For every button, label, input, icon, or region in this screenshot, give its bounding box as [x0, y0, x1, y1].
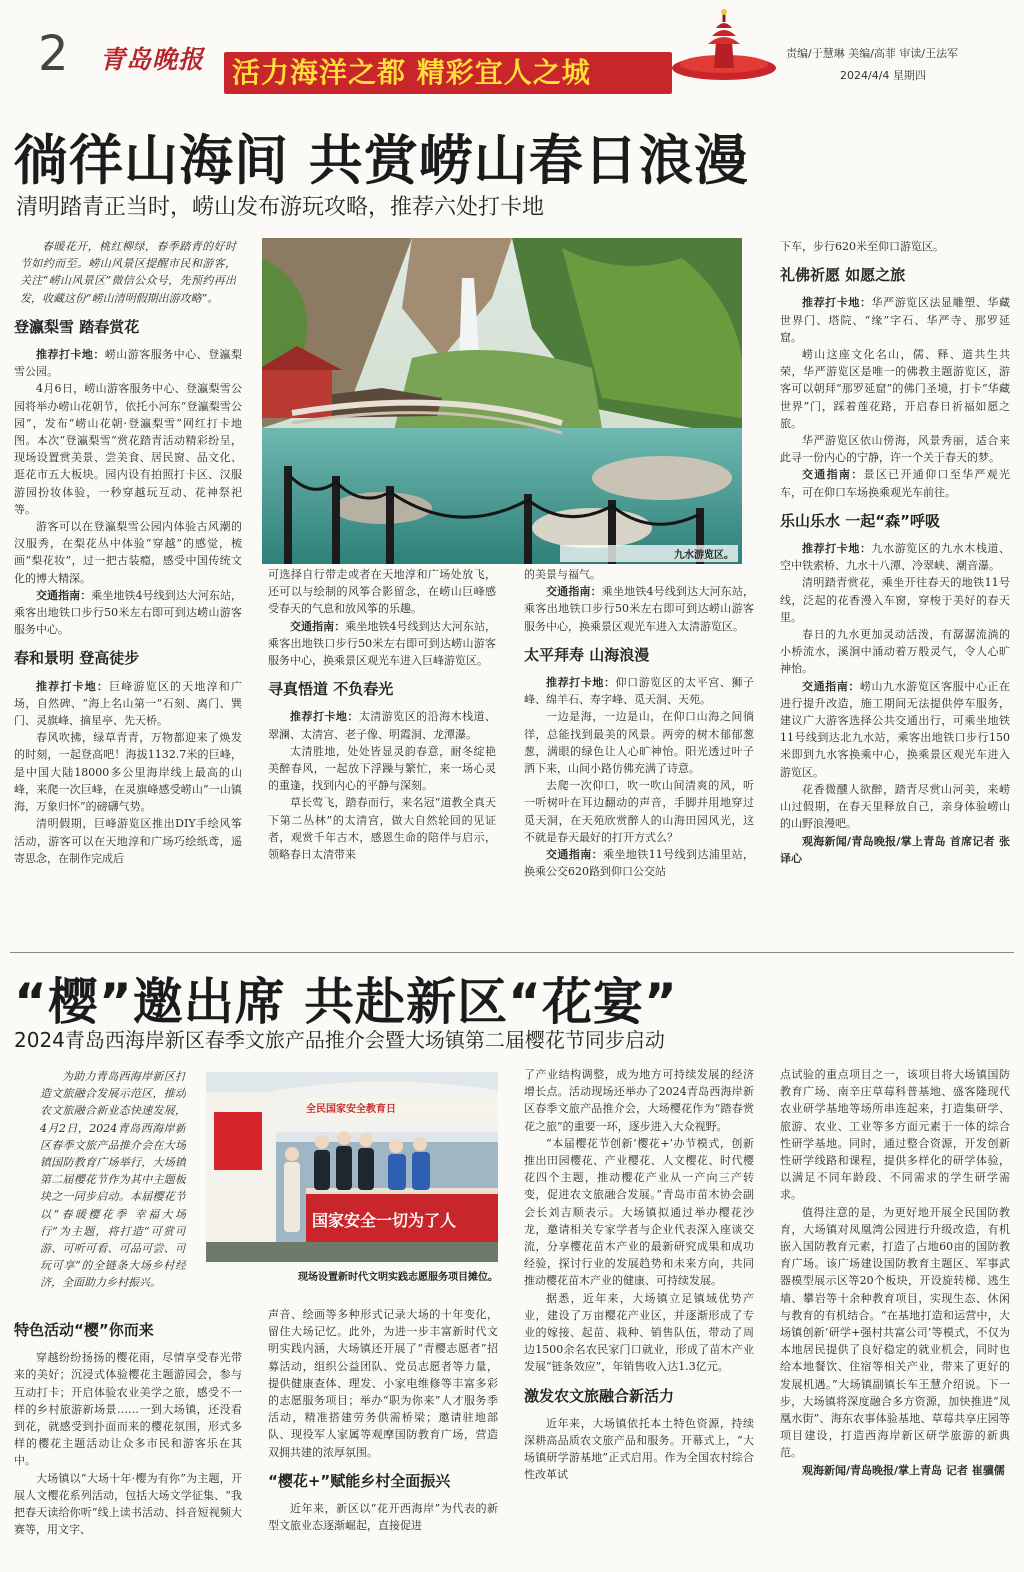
recommend-text: 仰口游览区的太平宫、狮子峰、绵羊石、寿字峰、觅天洞、天苑。: [524, 676, 754, 707]
body-paragraph: 据悉，近年来，大场镇立足镇域优势产业，建设了万亩樱花产业区，并逐渐形成了专业的嫁接、起苗、栽种、销售队伍，带动了周边1500余名农民家门口就业，形成了苗木产业发展“链条效应”，年销售收入达1.3亿元。: [524, 1291, 754, 1374]
recommend-paragraph: [14, 346, 242, 380]
body-paragraph: 春日的九水更加灵动活泼，有潺潺流淌的小桥流水，溪涧中涌动着万般灵气，令人心旷神怡。: [780, 628, 1010, 676]
body-paragraph: 春风吹拂，绿草青青，万物都迎来了焕发的时刻，一起登高吧！海拔1132.7米的巨峰，是中国大陆18000多公里海岸线上最高的山峰，来爬一次巨峰，在灵旗峰感受崂山“一山镇海，万象归怀”的磅礴气势。: [14, 731, 242, 814]
recommend-text: 九水游览区的九水木栈道、空中铁索桥、九水十八潭、冷翠峡、潮音瀑。: [780, 542, 1010, 573]
editor-credits: [786, 43, 958, 87]
body-paragraph: “本届樱花节创新‘樱花+’办节模式，创新推出田园樱花、产业樱花、人文樱花、时代樱花四个主题，推动樱花产业从一产向三产转变，促进农文旅融合发展。”青岛市苗木协会副会长刘吉顺表示。大场镇拟通过举办樱花沙龙，邀请相关专家学者与企业代表深入座谈交流，分享樱花苗木产业的最新研究成果和成功经验，探讨行业的发展趋势和未来方向，共同推动樱花苗木产业的健康、可持续发展。: [524, 1136, 754, 1288]
body-paragraph: 崂山这座文化名山，儒、释、道共生共荣，华严游览区是唯一的佛教主题游览区，游客可以朝拜“那罗延窟”的佛门圣境，打卡“华藏世界”门，踩着莲花路，开启春日祈福如愿之旅。: [780, 348, 1010, 430]
article1-column-4: [780, 238, 1010, 946]
body-paragraph: 近年来，大场镇依托本土特色资源，持续深耕高品质农文旅产品和服务。开幕式上，“大场镇研学游基地”正式启用。作为全国农村综合性改革试: [524, 1416, 754, 1482]
credits-line: 责编/于慧琳 美编/高菲 审读/王法军: [786, 47, 959, 60]
recommend-paragraph: [524, 674, 754, 708]
article1-intro: 春暖花开，桃红柳绿，春季踏青的好时节如约而至。崂山风景区提醒市民和游客，关注“崂山风景区”微信公众号，先预约再出发，收藏这份“崂山清明假期出游攻略”。: [20, 240, 236, 305]
body-paragraph: 华严游览区依山傍海，风景秀丽，适合来此寻一份内心的宁静，许一个关于春天的梦。: [780, 434, 1010, 465]
traffic-paragraph: [780, 678, 1010, 781]
body-paragraph: 了产业结构调整，成为地方可持续发展的经济增长点。活动现场还举办了2024青岛西海岸新区春季文旅产品推介会，大场樱花作为“踏春赏花之旅”的重要一环，逐步进入大众视野。: [524, 1068, 754, 1133]
jiushui-photo: [262, 238, 742, 564]
waterfall-landscape-image: [262, 238, 742, 564]
body-paragraph: 游客可以在登瀛梨雪公园内体验古风潮的汉服秀，在梨花丛中体验“穿越”的感觉，梳画“梨花妆”，过一把古装瘾，感受中国传统文化的博大精深。: [14, 520, 242, 585]
booth-banner-top: 全民国家安全教育日: [306, 1104, 396, 1115]
body-paragraph: 下车，步行620米至仰口游览区。: [780, 240, 944, 253]
article2-column-2: [268, 1306, 498, 1568]
traffic-label: 交通指南：: [546, 585, 602, 599]
body-paragraph: 大场镇以“大场十年·樱为有你”为主题，开展人文樱花系列活动，包括大场文学征集、“我把春天读给你听”线上读书活动、抖音短视频大赛等，用文字、: [14, 1471, 242, 1537]
section-title: 春和景明 登高徒步: [14, 649, 140, 668]
booth-banner-main: 国家安全一切为了人: [312, 1211, 457, 1230]
section-title: 太平拜寿 山海浪漫: [524, 645, 650, 664]
body-paragraph: 4月6日，崂山游客服务中心、登瀛梨雪公园将举办崂山花朝节，依托小河东“登瀛梨雪公园”，发布“崂山花朝·登瀛梨雪”网红打卡地图。本次“登瀛梨雪”赏花踏青活动精彩纷呈，现场设置赏美景、尝美食、居民窗、品文化、逛花市五大板块。园内设有拍照打卡区、汉服游园扮妆体验，一秒穿越玩互动、花神祭祀等。: [14, 382, 242, 516]
recommend-label: 推荐打卡地：: [802, 296, 872, 310]
traffic-text: 崂山九水游览区客服中心正在进行提升改造，施工期间无法提供停车服务，建议广大游客选择公共交通出行，可乘坐地铁11号线到达北九水站，乘客出地铁口步行150米即到九水客换乘中心，换乘景区观光车进入游览区。: [780, 679, 1010, 779]
article2-intro-column: [40, 1068, 186, 1296]
article1-subheadline: 清明踏青正当时，崂山发布游玩攻略，推荐六处打卡地: [16, 195, 545, 220]
article2-column-3: [524, 1066, 754, 1568]
article2-headline: “樱”邀出席 共赴新区“花宴”: [14, 973, 678, 1031]
recommend-paragraph: [780, 294, 1010, 346]
jiushui-photo-caption: 九水游览区。: [560, 545, 738, 562]
article-divider: [10, 952, 1014, 953]
recommend-text: 巨峰游览区的天地淳和广场，自然碑、“海上名山第一”石刻、离门、巽门、灵旗峰、摘星亭、先天桥。: [14, 679, 242, 728]
newspaper-logo: 青岛晚报: [100, 45, 205, 74]
recommend-label: 推荐打卡地：: [36, 348, 105, 362]
body-paragraph: 值得注意的是，为更好地开展全民国防教育，大场镇对凤凰湾公园进行升级改造，有机嵌入国防教育元素，打造了占地60亩的国防教育广场。该广场建设国防教育主题区、军事武器模型展示区等20个板块，开设旋转梯、逃生墙、攀岩等十余种教育项目，实现生态、休闲与教育的有机结合。“在基地打造和运营中，大场镇创新‘研学+强村共富公司’等模式，不仅为本地居民提供了良好稳定的就业机会，同时也给本地餐饮、住宿等相关产业，带来了更好的发展机遇。”大场镇副镇长车王慧介绍说。下一步，大场镇将深度融合多方资源，加快推进“凤凰水街”、海东农事体验基地、草莓共享庄园等项目建设，打造西海岸新区研学旅游的新典范。: [780, 1205, 1010, 1460]
traffic-label: 交通指南：: [546, 848, 604, 862]
body-paragraph: 的美景与福气。: [524, 568, 601, 581]
issue-date: 2024/4/4 星期四: [840, 69, 926, 82]
traffic-text: 乘坐地铁11号线到达浦里站，换乘公交620路到仰口公交站: [524, 848, 754, 879]
recommend-label: 推荐打卡地：: [546, 676, 616, 690]
body-paragraph: 花香微醺人欲醉，踏青尽赏山河美，来崂山过假期，在春天里释放自己，亲身体验崂山的山野浪漫吧。: [780, 782, 1010, 831]
body-paragraph: 清明踏青赏花，乘坐开往春天的地铁11号线，泛起的花香漫入车窗，穿梭于美好的春天里。: [780, 576, 1010, 624]
body-paragraph: 清明假期，巨峰游览区推出DIY手绘风筝活动，游客可以在天地淳和广场巧绘纸鸢，遥寄思念，在制作完成后: [14, 817, 242, 865]
body-paragraph: 可选择自行带走或者在天地淳和广场处放飞，还可以与绘制的风筝合影留念，在崂山巨峰感受春天的气息和放风筝的乐趣。: [268, 568, 496, 616]
traffic-label: 交通指南：: [802, 679, 860, 693]
page-number: 2: [38, 26, 69, 82]
section-title: 寻真悟道 不负春光: [268, 680, 394, 699]
article1-headline: 徜徉山海间 共赏崂山春日浪漫: [14, 129, 749, 192]
body-paragraph: 一边是海，一边是山，在仰口山海之间徜徉，总能找到最美的风景。两旁的树木郁郁葱葱，满眼的绿色让人心旷神怡。阳光透过叶子洒下来，山间小路仿佛充满了诗意。: [524, 710, 754, 776]
traffic-text: 乘坐地铁4号线到达大河东站，乘客出地铁口步行50米左右即可到达崂山游客服务中心。: [14, 588, 242, 637]
traffic-paragraph: [780, 466, 1010, 500]
body-paragraph: 声音、绘画等多种形式记录大场的十年变化，留住大场记忆。此外，为进一步丰富新时代文明实践内涵，大场镇还开展了“青樱志愿者”招募活动，组织公益团队、党员志愿者等力量，提供健康查体、理发、小家电维修等丰富多彩的志愿服务项目；举办“职为你来”人才服务季活动，精准搭建劳务供需桥梁；邀请驻地部队、现役军人家属等观摩国防教育广场，营造双拥共建的浓厚氛围。: [268, 1308, 498, 1459]
traffic-text: 景区已开通仰口至华严观光车，可在仰口车场换乘观光车前往。: [780, 468, 1010, 499]
recommend-text: 崂山游客服务中心、登瀛梨雪公园。: [14, 348, 242, 379]
article2-column-1: [14, 1310, 242, 1568]
article2-subheadline: 2024青岛西海岸新区春季文旅产品推介会暨大场镇第二届樱花节同步启动: [14, 1028, 665, 1052]
traffic-paragraph: [524, 846, 754, 880]
landmark-tower-icon: [668, 6, 780, 98]
traffic-paragraph: [14, 587, 242, 639]
recommend-paragraph: [268, 708, 496, 742]
article1-column-3: [524, 566, 754, 946]
recommend-text: 华严游览区法显雕塑、华藏世界门、塔院、“缘”字石、华严寺、那罗延窟。: [780, 296, 1010, 344]
article1-column-1: [14, 238, 242, 946]
section-title: 特色活动“樱”你而来: [14, 1321, 154, 1339]
body-paragraph: 草长莺飞，踏春而行，来名冠“道教全真天下第二丛林”的太清宫，做大自然轮回的见证者，观赏千年古木，感恩生命的陪伴与启示，领略春日太清带来: [268, 796, 496, 862]
article2-intro: 为助力青岛西海岸新区打造文旅融合发展示范区，推动农文旅融合新业态快速发展，4月2日，2024青岛西海岸新区春季文旅产品推介会在大场镇国防教育广场举行，大场镇第二届樱花节作为其中主题板块之一同步启动。本届樱花节以“春暖樱花季 幸福大场行”为主题，将打造“可赏可游、可听可看、可品可尝、可玩可享”的全链条大场乡村经济，全面助力乡村振兴。: [40, 1070, 186, 1290]
section-title: “樱花+”赋能乡村全面振兴: [268, 1471, 451, 1490]
article1-byline: 观海新闻/青岛晚报/掌上青岛 首席记者 张译心: [780, 834, 1010, 865]
traffic-label: 交通指南：: [36, 588, 92, 602]
volunteer-photo-caption: 现场设置新时代文明实践志愿服务项目摊位。: [298, 1272, 498, 1283]
section-title: 礼佛祈愿 如愿之旅: [780, 266, 906, 285]
recommend-label: 推荐打卡地：: [802, 542, 872, 556]
section-title: 登瀛梨雪 踏春赏花: [14, 317, 140, 336]
article2-byline: 观海新闻/青岛晚报/掌上青岛 记者 崔骥儒: [802, 1463, 1005, 1477]
traffic-paragraph: [268, 618, 496, 670]
body-paragraph: 近年来，新区以“花开西海岸”为代表的新型文旅业态逐渐崛起，直接促进: [268, 1502, 498, 1533]
traffic-label: 交通指南：: [290, 619, 346, 633]
recommend-text: 太清游览区的沿海木栈道、翠澜、太清宫、老子像、明霞洞、龙潭瀑。: [268, 710, 496, 741]
recommend-label: 推荐打卡地：: [36, 679, 110, 693]
section-title: 激发农文旅融合新活力: [524, 1386, 675, 1405]
recommend-paragraph: [14, 678, 242, 730]
body-paragraph: 太清胜地，处处皆显灵韵春意，耐冬绽艳美醉春风，一起放下浮躁与繁忙，来一场心灵的重逢，找到内心的平静与深刻。: [268, 744, 496, 793]
body-paragraph: 穿越纷纷扬扬的樱花雨，尽情享受春光带来的美好；沉浸式体验樱花主题游园会，参与互动打卡；开启体验农业美学之旅，感受不一样的乡村旅游新场景……一到大场镇，还没看到花，就感受到扑面而来的樱花氛围，形式多样的樱花主题活动让众多市民和游客乐在其中。: [14, 1351, 242, 1468]
slogan-banner: 活力海洋之都 精彩宜人之城: [224, 52, 672, 94]
section-title: 乐山乐水 一起“森”呼吸: [780, 511, 940, 530]
article1-column-2: [268, 566, 496, 946]
body-paragraph: 去爬一次仰口，吹一吹山间清爽的风，听一听树叶在耳边翻动的声音，手脚并用地穿过觅天洞，在天苑欣赏醉人的山海田园风光，这不就是春天最好的打开方式么？: [524, 779, 754, 844]
recommend-label: 推荐打卡地：: [290, 710, 359, 724]
traffic-text: 乘坐地铁4号线到达大河东站，乘客出地铁口步行50米左右即可到达崂山游客服务中心，换乘景区观光车进入太清游览区。: [524, 585, 754, 633]
traffic-label: 交通指南：: [802, 468, 864, 482]
article2-column-4: [780, 1066, 1010, 1568]
body-paragraph: 点试验的重点项目之一，该项目将大场镇国防教育广场、南辛庄草莓科普基地、盛客隆现代农业研学基地等场所串连起来，打造集研学、旅游、农业、工业等多方面元素于一体的综合性研学基地。同时，通过整合资源，开发创新性研学线路和课程，提供多样化的研学体验，以满足不同年龄段、不同需求的学生研学需求。: [780, 1068, 1010, 1202]
recommend-paragraph: [780, 540, 1010, 574]
traffic-text: 乘坐地铁4号线到达大河东站，乘客出地铁口步行50米左右即可到达崂山游客服务中心，换乘景区观光车进入巨峰游览区。: [268, 619, 496, 668]
traffic-paragraph: [524, 583, 754, 635]
